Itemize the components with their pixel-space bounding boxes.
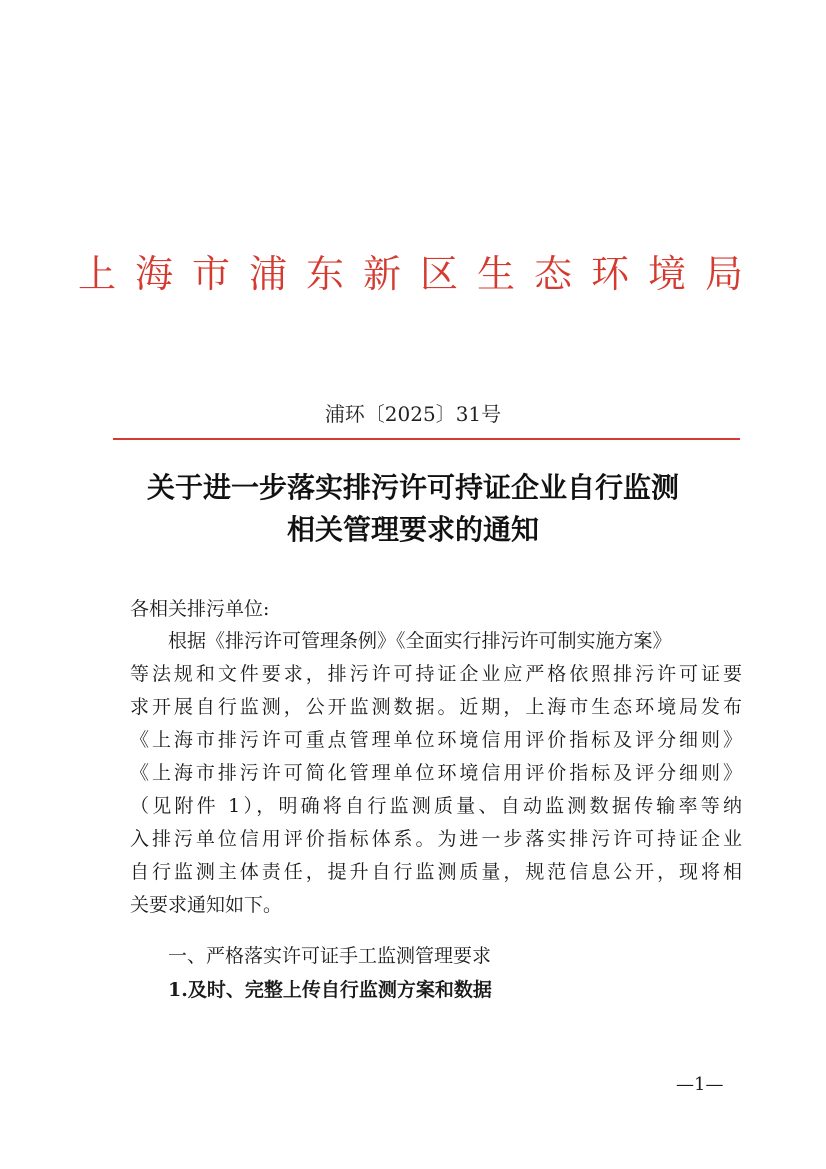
body-line: （见附件 1），明确将自行监测质量、自动监测数据传输率等纳	[130, 795, 742, 817]
body-line: 《上海市排污许可简化管理单位环境信用评价指标及评分细则》	[130, 762, 742, 784]
salutation: 各相关排污单位:	[130, 598, 270, 620]
body-line: 《上海市排污许可重点管理单位环境信用评价指标及评分细则》	[130, 729, 742, 751]
body-line: 入排污单位信用评价指标体系。为进一步落实排污许可持证企业	[130, 828, 742, 850]
section-heading-1: 一、严格落实许可证手工监测管理要求	[168, 945, 492, 967]
section-heading-2: 1.及时、完整上传自行监测方案和数据	[168, 979, 492, 1001]
body-line: 自行监测主体责任，提升自行监测质量，规范信息公开，现将相	[130, 861, 742, 883]
page-number: —1—	[676, 1074, 724, 1095]
body-line: 根据《排污许可管理条例》《全面实行排污许可制实施方案》	[168, 630, 672, 652]
document-title-line-2: 相关管理要求的通知	[286, 513, 539, 546]
body-line: 等法规和文件要求，排污许可持证企业应严格依照排污许可证要	[130, 663, 742, 685]
agency-letterhead: 上海市浦东新区生态环境局	[77, 252, 762, 296]
document-title-line-1: 关于进一步落实排污许可持证企业自行监测	[146, 471, 679, 504]
body-line: 求开展自行监测，公开监测数据。近期，上海市生态环境局发布	[130, 696, 742, 718]
document-number: 浦环〔2025〕31号	[324, 402, 502, 426]
document-title	[0, 467, 826, 551]
body-line: 关要求通知如下。	[130, 894, 283, 916]
red-divider-line	[113, 438, 740, 440]
